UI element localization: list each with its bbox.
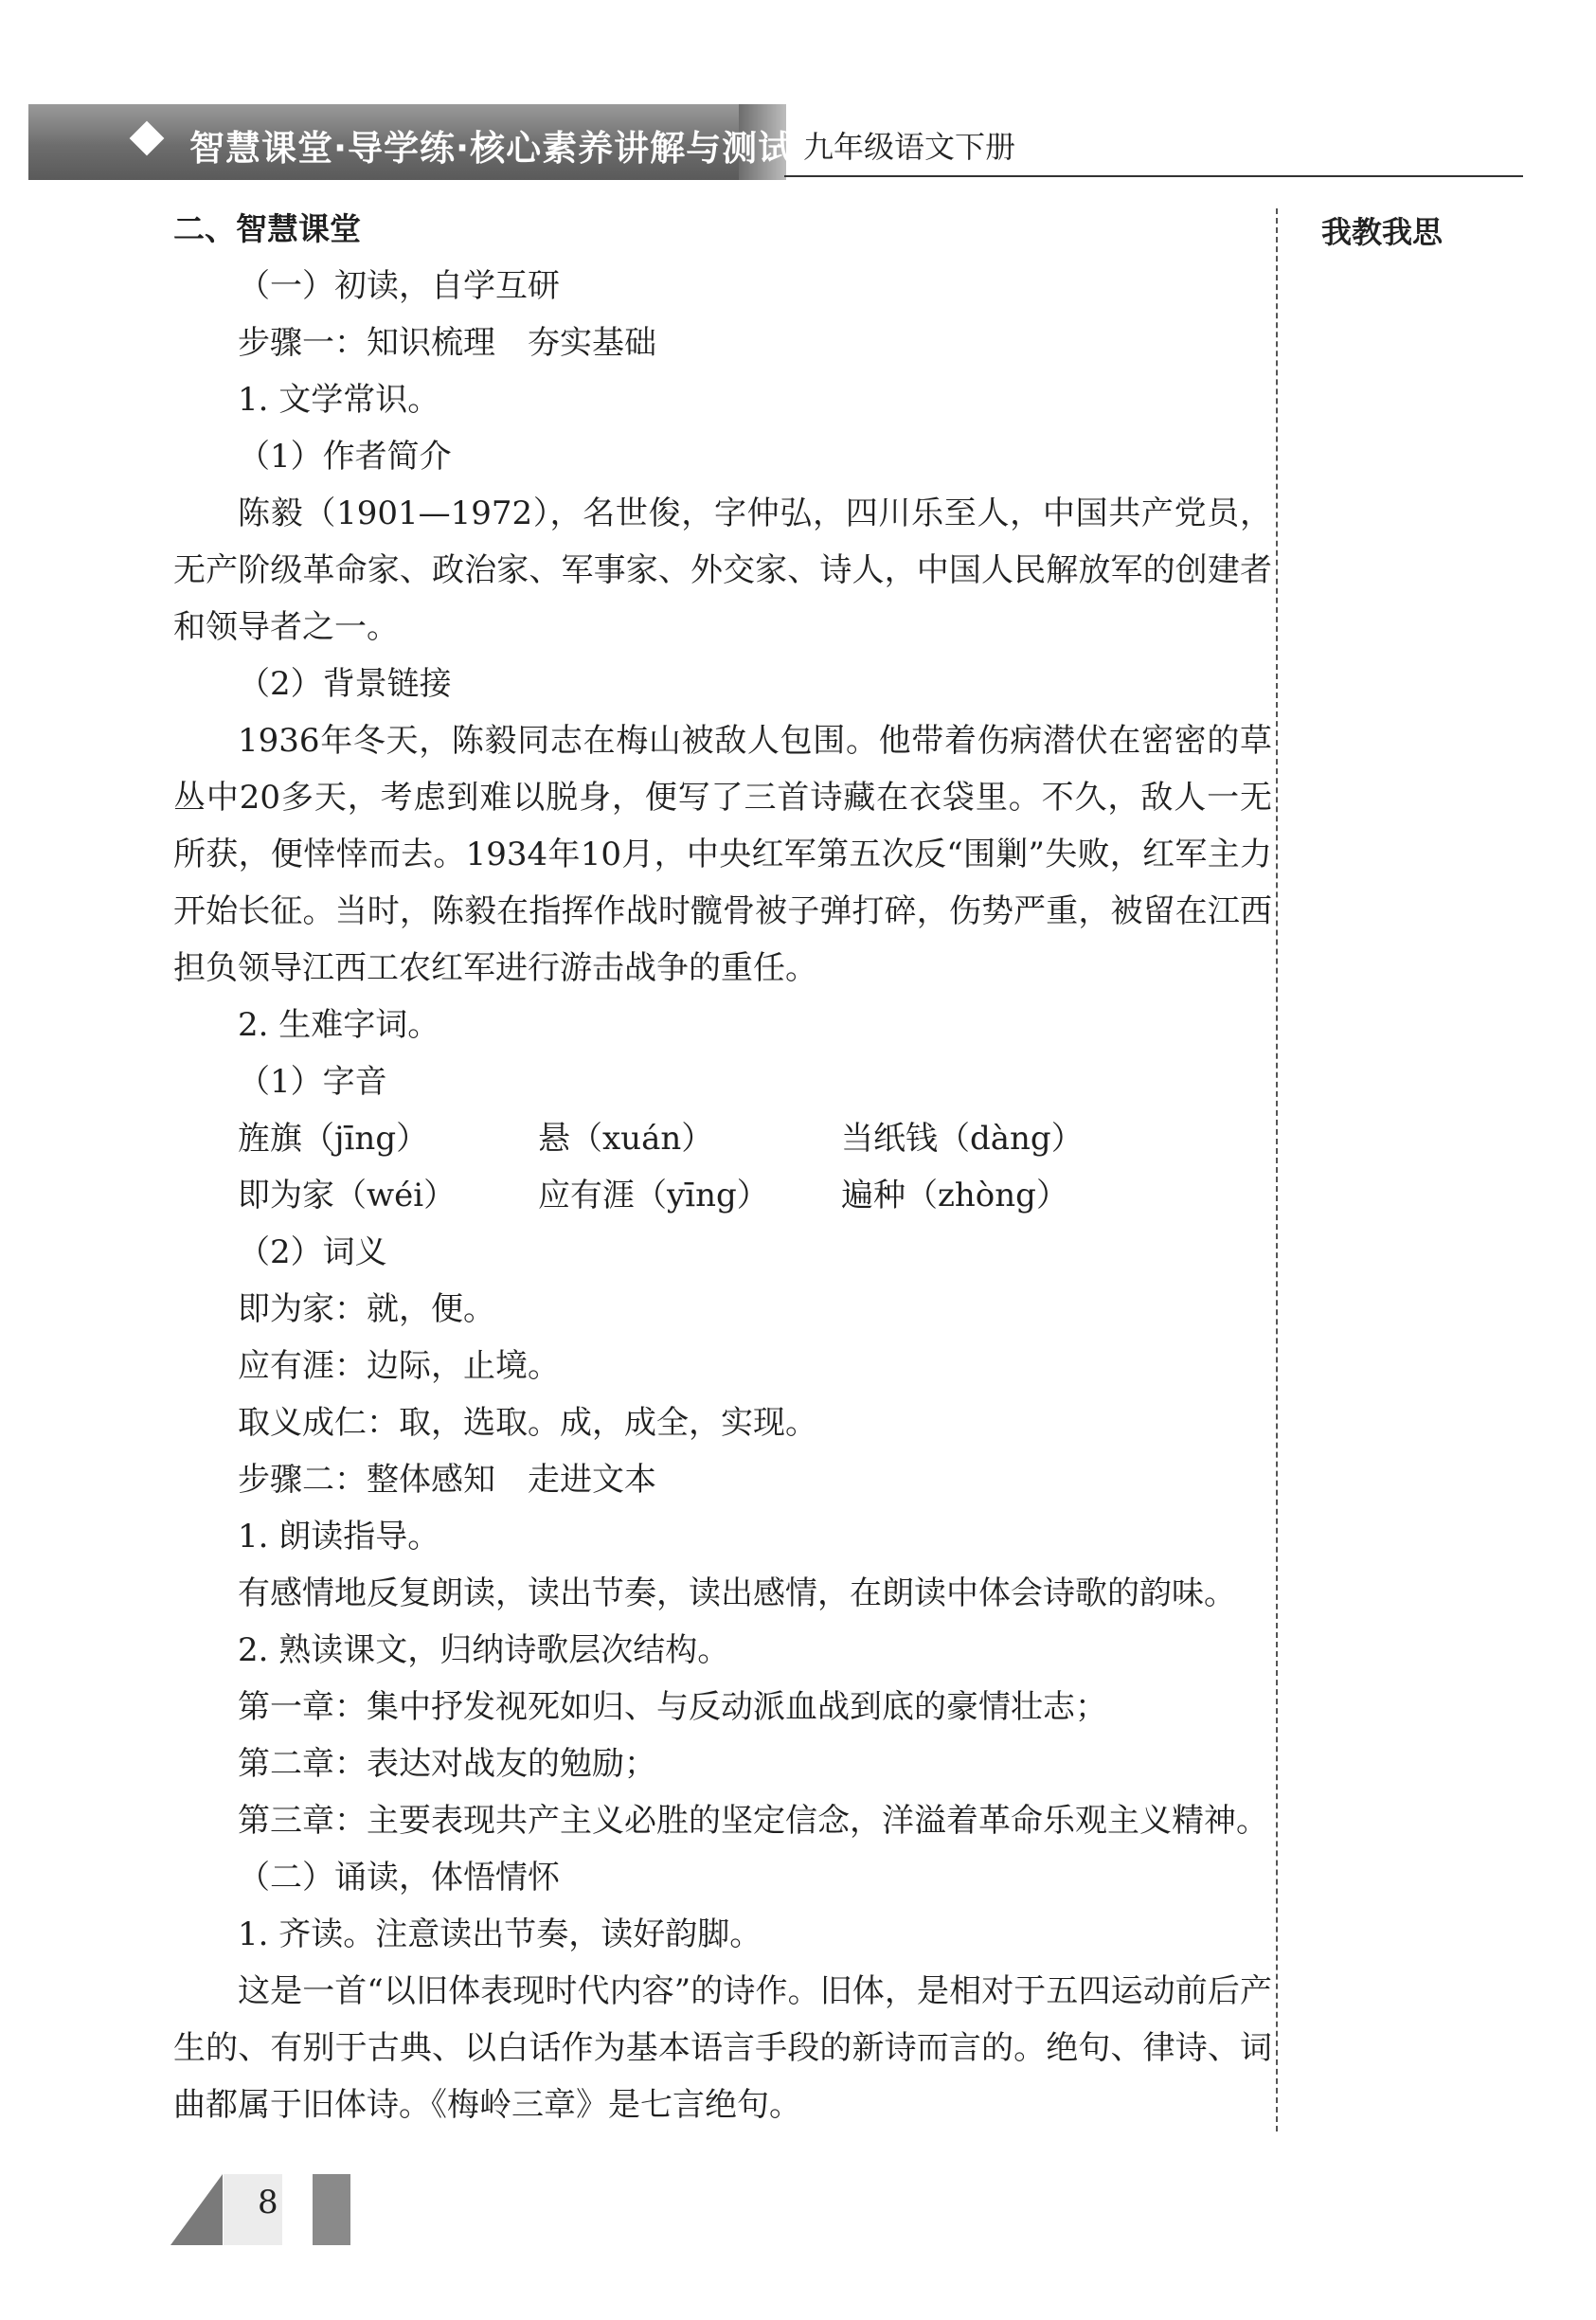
header-rule: [784, 175, 1523, 177]
page-number: 8: [258, 2184, 278, 2221]
meaning-item: 即为家：就，便。: [238, 1290, 495, 1328]
part-heading-2: （二）诵读，体悟情怀: [238, 1859, 560, 1897]
meaning-item: 应有涯：边际，止境。: [238, 1347, 560, 1385]
item-difficult-words: 2. 生难字词。: [238, 1006, 440, 1044]
main-content: [173, 201, 1272, 2133]
item-reading-guide: 1. 朗读指导。: [238, 1518, 440, 1556]
meaning-item: 取义成仁：取，选取。成，成全，实现。: [238, 1404, 817, 1442]
chapter-item: 第三章：主要表现共产主义必胜的坚定信念，洋溢着革命乐观主义精神。: [238, 1802, 1268, 1840]
background-text: 1936年冬天，陈毅同志在梅山被敌人包围。他带着伤病潜伏在密密的草丛中20多天，考虑到难以脱身，便写了三首诗藏在衣袋里。不久，敌人一无所获，便悻悻而去。1934年10月，中央红军第五次反“围剿”失败，红军主力开始长征。当时，陈毅在指挥作战时髋骨被子弹打碎，伤势严重，被留在江西担负领导江西工农红军进行游击战争的重任。: [173, 722, 1272, 987]
grade-label: 九年级语文下册: [803, 129, 1016, 165]
phonetic-row-1: [173, 1110, 1272, 1167]
chapter-item: 第一章：集中抒发视死如归、与反动派血战到底的豪情壮志；: [238, 1688, 1107, 1726]
phonetic-item: 悬（xuán）: [538, 1120, 714, 1158]
sidebar-divider: [1276, 208, 1278, 2131]
phonetic-item: 即为家（wéi）: [238, 1177, 457, 1214]
phonetic-item: 遍种（zhòng）: [841, 1177, 1068, 1214]
header-title: 智慧课堂·导学练·核心素养讲解与测试: [189, 128, 795, 169]
footer-triangle: [170, 2174, 223, 2245]
author-bio: 陈毅（1901—1972），名世俊，字仲弘，四川乐至人，中国共产党员，无产阶级革命家、政治家、军事家、外交家、诗人，中国人民解放军的创建者和领导者之一。: [173, 495, 1272, 646]
closing-text: 这是一首“以旧体表现时代内容”的诗作。旧体，是相对于五四运动前后产生的、有别于古典、以白话作为基本语言手段的新诗而言的。绝句、律诗、词曲都属于旧体诗。《梅岭三章》是七言绝句。: [173, 1972, 1272, 2124]
footer-bar: [313, 2174, 350, 2245]
step-heading-1: 步骤一：知识梳理 夯实基础: [238, 324, 656, 362]
sub-author-intro: （1）作者简介: [238, 438, 452, 476]
step-heading-2: 步骤二：整体感知 走进文本: [238, 1461, 656, 1499]
sub-pronunciation: （1）字音: [238, 1063, 387, 1101]
item-literary-knowledge: 1. 文学常识。: [238, 381, 440, 419]
sidebar-title: 我教我思: [1321, 214, 1444, 250]
chapter-item: 第二章：表达对战友的勉励；: [238, 1745, 656, 1783]
phonetic-item: 旌旗（jīng）: [238, 1120, 429, 1158]
section-heading: 二、智慧课堂: [173, 210, 361, 247]
phonetic-row-2: [173, 1167, 1272, 1224]
sub-word-meaning: （2）词义: [238, 1233, 387, 1271]
phonetic-item: 应有涯（yīng）: [538, 1177, 769, 1214]
reading-guide-text: 有感情地反复朗读，读出节奏，读出感情，在朗读中体会诗歌的韵味。: [238, 1574, 1236, 1612]
sub-background: （2）背景链接: [238, 665, 452, 703]
item-structure: 2. 熟读课文，归纳诗歌层次结构。: [238, 1631, 730, 1669]
item-recite: 1. 齐读。注意读出节奏，读好韵脚。: [238, 1915, 762, 1953]
phonetic-item: 当纸钱（dàng）: [841, 1120, 1084, 1158]
part-heading-1: （一）初读，自学互研: [238, 267, 560, 305]
